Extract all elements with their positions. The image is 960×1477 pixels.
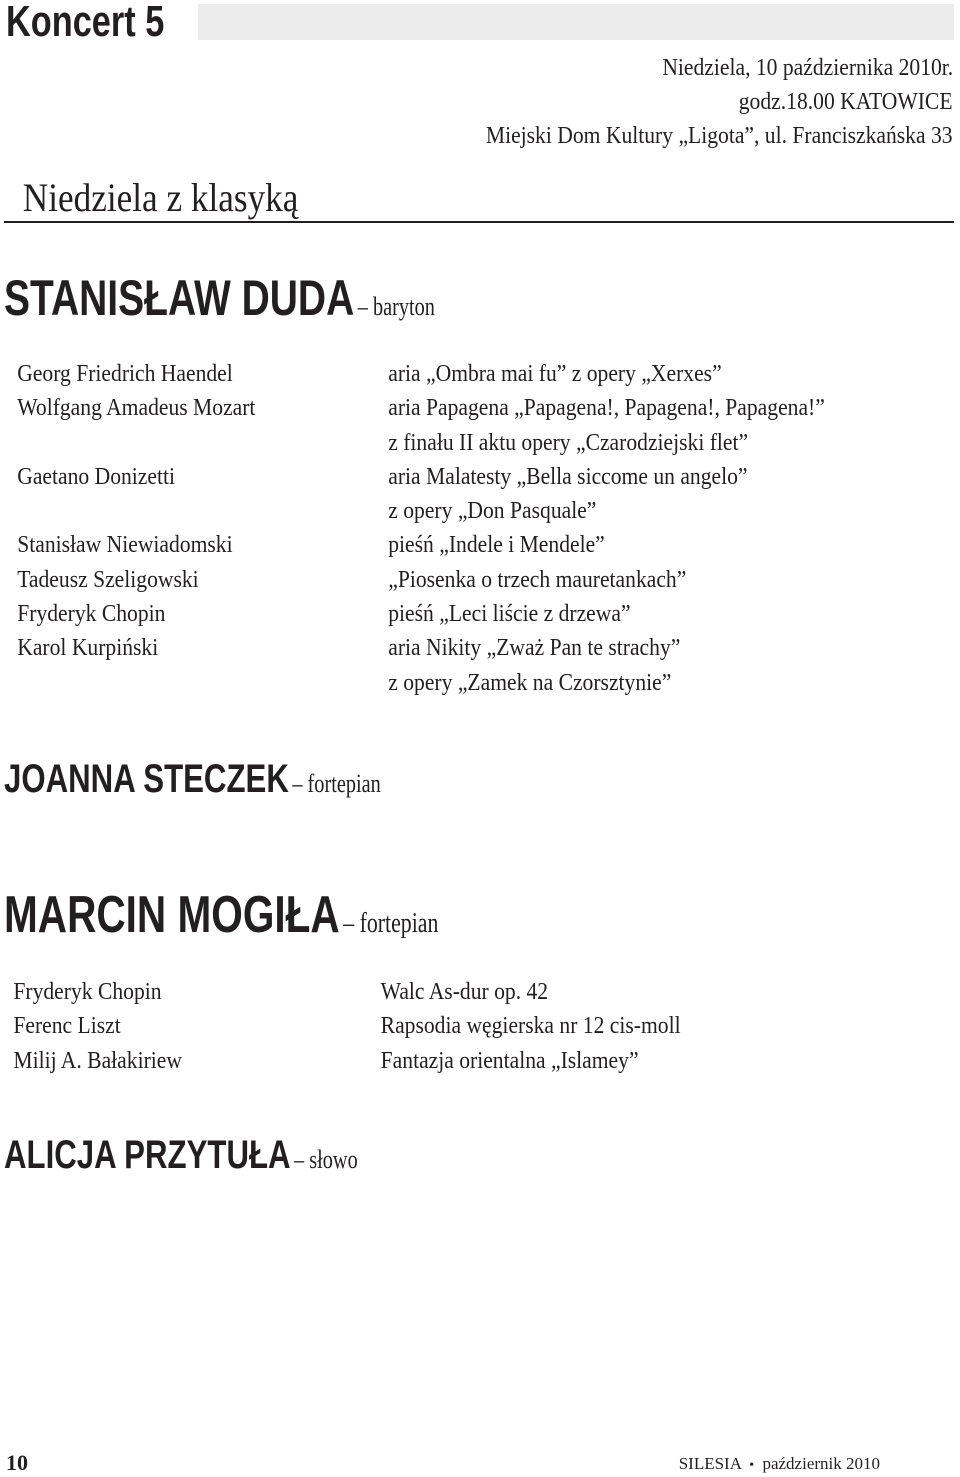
composer-item xyxy=(17,666,255,700)
composer-item: Milij A. Bałakiriew xyxy=(13,1047,182,1074)
work-item: z opery „Zamek na Czorsztynie” xyxy=(388,669,672,696)
work-item: Walc As-dur op. 42 xyxy=(380,979,549,1005)
performer-role: – fortepian xyxy=(343,908,439,939)
work-item: „Piosenka o trzech mauretankach” xyxy=(388,566,687,593)
work-item: z finału II aktu opery „Czarodziejski flet” xyxy=(388,429,749,456)
performer-name: JOANNA STECZEK xyxy=(4,757,289,801)
bullet-separator: • xyxy=(749,1458,755,1473)
performer-role: – fortepian xyxy=(292,769,381,798)
work-item: Rapsodia węgierska nr 12 cis-moll xyxy=(380,1013,681,1040)
work-item: aria Malatesty „Bella siccome un angelo” xyxy=(388,463,748,490)
composer-list xyxy=(13,975,182,1078)
page-title: Koncert 5 xyxy=(6,0,165,46)
composer-item: Fryderyk Chopin xyxy=(13,979,162,1005)
divider-rule xyxy=(4,221,954,223)
work-item: pieśń „Leci liście z drzewa” xyxy=(388,601,631,628)
performer-mogila xyxy=(4,886,438,944)
work-item: z opery „Don Pasquale” xyxy=(388,498,597,525)
header-bar xyxy=(198,4,954,40)
work-item: aria „Ombra mai fu” z opery „Xerxes” xyxy=(388,361,722,387)
composer-item: Tadeusz Szeligowski xyxy=(17,566,199,593)
performer-name: MARCIN MOGIŁA xyxy=(4,886,340,944)
event-time: godz.18.00 KATOWICE xyxy=(739,89,953,115)
composer-item: Georg Friedrich Haendel xyxy=(17,361,233,387)
page-number: 10 xyxy=(6,1450,28,1475)
performer-steczek xyxy=(4,756,381,802)
composer-item: Wolfgang Amadeus Mozart xyxy=(17,395,256,422)
performer-role: – baryton xyxy=(357,292,435,321)
work-item: aria Nikity „Zważ Pan te strachy” xyxy=(388,635,681,662)
composer-item: Ferenc Liszt xyxy=(13,1013,121,1040)
event-venue: Miejski Dom Kultury „Ligota”, ul. Franciszkańska 33 xyxy=(486,123,953,149)
composer-item: Gaetano Donizetti xyxy=(17,463,175,490)
composer-item: Stanisław Niewiadomski xyxy=(17,532,233,559)
composer-list xyxy=(17,357,255,700)
performer-przytula xyxy=(4,1132,358,1178)
footer-masthead xyxy=(679,1453,880,1477)
issue-date: październik 2010 xyxy=(762,1454,880,1473)
composer-item xyxy=(17,426,255,460)
works-list xyxy=(381,975,681,1078)
composer-item xyxy=(17,494,255,528)
series-title: Niedziela z klasyką xyxy=(22,175,299,220)
performer-duda xyxy=(4,270,435,326)
work-item: Fantazja orientalna „Islamey” xyxy=(380,1047,639,1074)
performer-name: ALICJA PRZYTUŁA xyxy=(4,1133,291,1177)
performer-name: STANISŁAW DUDA xyxy=(4,270,355,326)
composer-item: Karol Kurpiński xyxy=(17,635,159,662)
composer-item: Fryderyk Chopin xyxy=(17,601,166,628)
works-list xyxy=(388,357,825,700)
work-item: aria Papagena „Papagena!, Papagena!, Papagena!” xyxy=(388,395,825,422)
work-item: pieśń „Indele i Mendele” xyxy=(388,532,605,559)
performer-role: – słowo xyxy=(294,1145,358,1174)
magazine-name: SILESIA xyxy=(678,1454,742,1473)
event-date: Niedziela, 10 października 2010r. xyxy=(662,55,953,81)
